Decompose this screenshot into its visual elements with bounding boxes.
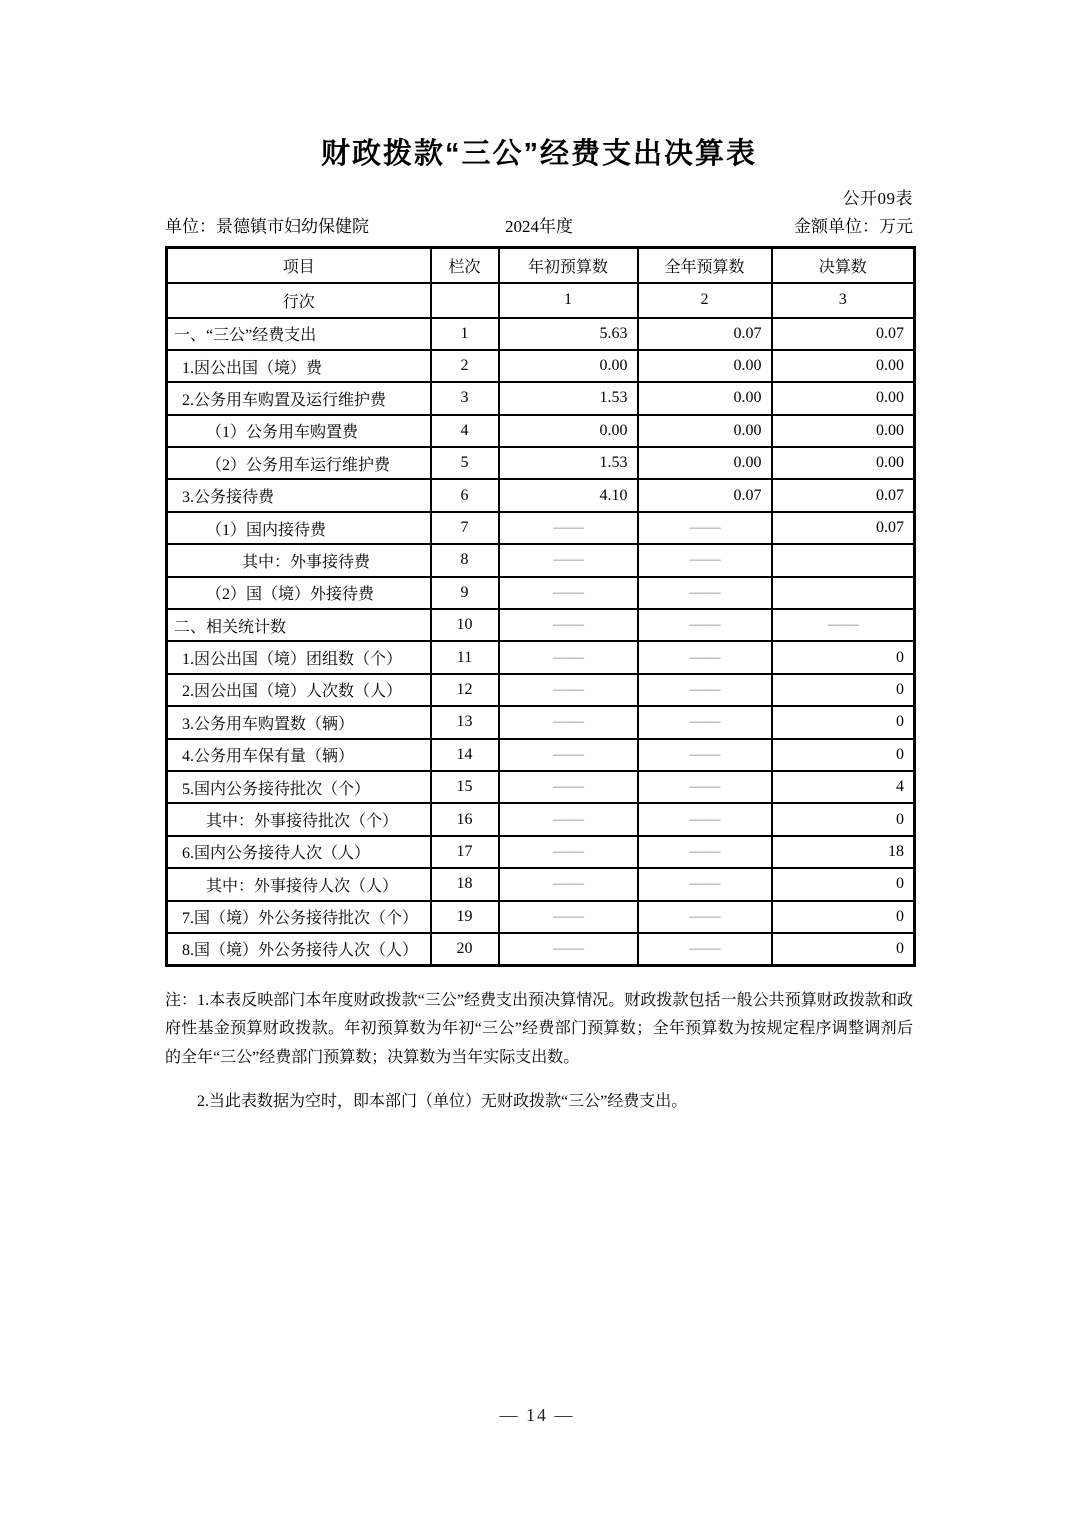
initial-budget-cell: 4.10 — [499, 479, 638, 511]
line-number: 14 — [431, 739, 499, 771]
annual-budget-cell: —— — [638, 706, 772, 738]
line-number: 10 — [431, 609, 499, 641]
document-content — [165, 0, 913, 1117]
table-row — [167, 933, 915, 965]
money-unit-label: 金额单位：万元 — [794, 217, 913, 236]
initial-budget-cell: 0.00 — [499, 415, 638, 447]
line-row-col-2: 2 — [638, 283, 772, 318]
item-label: 3.公务接待费 — [167, 479, 431, 511]
initial-budget-cell: —— — [499, 771, 638, 803]
item-label: 1.因公出国（境）费 — [167, 350, 431, 382]
final-accounts-cell: 0 — [772, 706, 915, 738]
table-row — [167, 868, 915, 900]
final-accounts-cell: 4 — [772, 771, 915, 803]
item-label: 1.因公出国（境）团组数（个） — [167, 641, 431, 673]
final-accounts-cell: 0.00 — [772, 447, 915, 479]
annual-budget-cell: 0.00 — [638, 350, 772, 382]
table-row — [167, 609, 915, 641]
initial-budget-cell: 0.00 — [499, 350, 638, 382]
line-number: 4 — [431, 415, 499, 447]
initial-budget-cell: —— — [499, 577, 638, 609]
line-row-col-3: 3 — [772, 283, 915, 318]
item-label: 其中：外事接待人次（人） — [167, 868, 431, 900]
initial-budget-cell: —— — [499, 739, 638, 771]
line-row-blank — [431, 283, 499, 318]
line-number: 20 — [431, 933, 499, 965]
final-accounts-cell — [772, 577, 915, 609]
line-number: 11 — [431, 641, 499, 673]
line-number: 7 — [431, 512, 499, 544]
line-number: 3 — [431, 382, 499, 414]
annual-budget-cell: —— — [638, 836, 772, 868]
final-accounts-cell: 0 — [772, 933, 915, 965]
table-row — [167, 415, 915, 447]
final-accounts-cell: 0 — [772, 674, 915, 706]
line-number: 18 — [431, 868, 499, 900]
initial-budget-cell: —— — [499, 868, 638, 900]
unit-label: 单位：景德镇市妇幼保健院 — [165, 217, 369, 236]
final-accounts-cell: 0 — [772, 739, 915, 771]
table-row — [167, 641, 915, 673]
note-2: 2.当此表数据为空时，即本部门（单位）无财政拨款“三公”经费支出。 — [197, 1093, 688, 1111]
item-label: （2）国（境）外接待费 — [167, 577, 431, 609]
item-label: 7.国（境）外公务接待批次（个） — [167, 901, 431, 933]
note-1: 注：1.本表反映部门本年度财政拨款“三公”经费支出预决算情况。财政拨款包括一般公共预算财政拨款和政府性基金预算财政拨款。年初预算数为年初“三公”经费部门预算数；全年预算数为按规定程序调整调剂后的全年“三公”经费部门预算数；决算数为当年实际支出数。 — [165, 991, 913, 1066]
page-title: 财政拨款“三公”经费支出决算表 — [320, 138, 757, 170]
item-label: （2）公务用车运行维护费 — [167, 447, 431, 479]
column-header-annual-budget: 全年预算数 — [638, 248, 772, 283]
item-label: 8.国（境）外公务接待人次（人） — [167, 933, 431, 965]
table-row — [167, 512, 915, 544]
column-header-item: 项目 — [167, 248, 431, 283]
year-label: 2024年度 — [505, 217, 573, 236]
annual-budget-cell: —— — [638, 544, 772, 576]
item-label: 一、“三公”经费支出 — [167, 318, 431, 350]
final-accounts-cell: —— — [772, 609, 915, 641]
annual-budget-cell: 0.07 — [638, 318, 772, 350]
final-accounts-cell: 0.00 — [772, 415, 915, 447]
line-number: 19 — [431, 901, 499, 933]
table-row — [167, 447, 915, 479]
final-accounts-cell: 0 — [772, 901, 915, 933]
annual-budget-cell: —— — [638, 868, 772, 900]
final-accounts-cell: 0 — [772, 803, 915, 835]
table-header-row — [167, 248, 915, 283]
initial-budget-cell: —— — [499, 674, 638, 706]
item-label: 2.因公出国（境）人次数（人） — [167, 674, 431, 706]
table-line-number-row — [167, 283, 915, 318]
annual-budget-cell: —— — [638, 803, 772, 835]
annual-budget-cell: 0.00 — [638, 447, 772, 479]
line-number: 5 — [431, 447, 499, 479]
column-header-column-no: 栏次 — [431, 248, 499, 283]
annual-budget-cell: —— — [638, 739, 772, 771]
table-row — [167, 674, 915, 706]
final-accounts-cell — [772, 544, 915, 576]
initial-budget-cell: —— — [499, 512, 638, 544]
initial-budget-cell: 5.63 — [499, 318, 638, 350]
table-row — [167, 318, 915, 350]
final-accounts-cell: 0 — [772, 868, 915, 900]
line-row-label: 行次 — [167, 283, 431, 318]
line-number: 9 — [431, 577, 499, 609]
line-number: 13 — [431, 706, 499, 738]
line-number: 12 — [431, 674, 499, 706]
table-row — [167, 836, 915, 868]
table-row — [167, 771, 915, 803]
initial-budget-cell: —— — [499, 706, 638, 738]
final-accounts-cell: 0.07 — [772, 479, 915, 511]
annual-budget-cell: —— — [638, 674, 772, 706]
initial-budget-cell: —— — [499, 901, 638, 933]
item-label: 二、相关统计数 — [167, 609, 431, 641]
table-row — [167, 739, 915, 771]
annual-budget-cell: —— — [638, 641, 772, 673]
item-label: 4.公务用车保有量（辆） — [167, 739, 431, 771]
initial-budget-cell: 1.53 — [499, 447, 638, 479]
initial-budget-cell: —— — [499, 836, 638, 868]
initial-budget-cell: —— — [499, 803, 638, 835]
annual-budget-cell: 0.00 — [638, 382, 772, 414]
final-accounts-cell: 0.07 — [772, 318, 915, 350]
item-label: （1）公务用车购置费 — [167, 415, 431, 447]
annual-budget-cell: —— — [638, 512, 772, 544]
table-row — [167, 803, 915, 835]
table-row — [167, 350, 915, 382]
item-label: 其中：外事接待批次（个） — [167, 803, 431, 835]
line-number: 2 — [431, 350, 499, 382]
initial-budget-cell: 1.53 — [499, 382, 638, 414]
table-row — [167, 544, 915, 576]
annual-budget-cell: —— — [638, 771, 772, 803]
table-row — [167, 479, 915, 511]
initial-budget-cell: —— — [499, 609, 638, 641]
annual-budget-cell: 0.07 — [638, 479, 772, 511]
final-accounts-cell: 18 — [772, 836, 915, 868]
final-accounts-cell: 0.07 — [772, 512, 915, 544]
table-row — [167, 577, 915, 609]
annual-budget-cell: —— — [638, 901, 772, 933]
table-meta-row — [165, 214, 913, 240]
line-number: 8 — [431, 544, 499, 576]
initial-budget-cell: —— — [499, 933, 638, 965]
item-label: 5.国内公务接待批次（个） — [167, 771, 431, 803]
annual-budget-cell: —— — [638, 933, 772, 965]
column-header-initial-budget: 年初预算数 — [499, 248, 638, 283]
form-number-label: 公开09表 — [842, 189, 913, 208]
table-row — [167, 901, 915, 933]
table-row — [167, 382, 915, 414]
item-label: （1）国内接待费 — [167, 512, 431, 544]
annual-budget-cell: 0.00 — [638, 415, 772, 447]
table-row — [167, 706, 915, 738]
line-number: 16 — [431, 803, 499, 835]
final-accounts-cell: 0.00 — [772, 350, 915, 382]
item-label: 2.公务用车购置及运行维护费 — [167, 382, 431, 414]
final-accounts-cell: 0.00 — [772, 382, 915, 414]
final-accounts-cell: 0 — [772, 641, 915, 673]
annual-budget-cell: —— — [638, 609, 772, 641]
initial-budget-cell: —— — [499, 544, 638, 576]
initial-budget-cell: —— — [499, 641, 638, 673]
annual-budget-cell: —— — [638, 577, 772, 609]
line-number: 1 — [431, 318, 499, 350]
line-number: 6 — [431, 479, 499, 511]
line-number: 15 — [431, 771, 499, 803]
page-number: — 14 — — [499, 1405, 575, 1425]
column-header-final-accounts: 决算数 — [772, 248, 915, 283]
line-number: 17 — [431, 836, 499, 868]
three-public-expenditure-table — [165, 246, 916, 967]
line-row-col-1: 1 — [499, 283, 638, 318]
item-label: 3.公务用车购置数（辆） — [167, 706, 431, 738]
item-label: 6.国内公务接待人次（人） — [167, 836, 431, 868]
item-label: 其中：外事接待费 — [167, 544, 431, 576]
